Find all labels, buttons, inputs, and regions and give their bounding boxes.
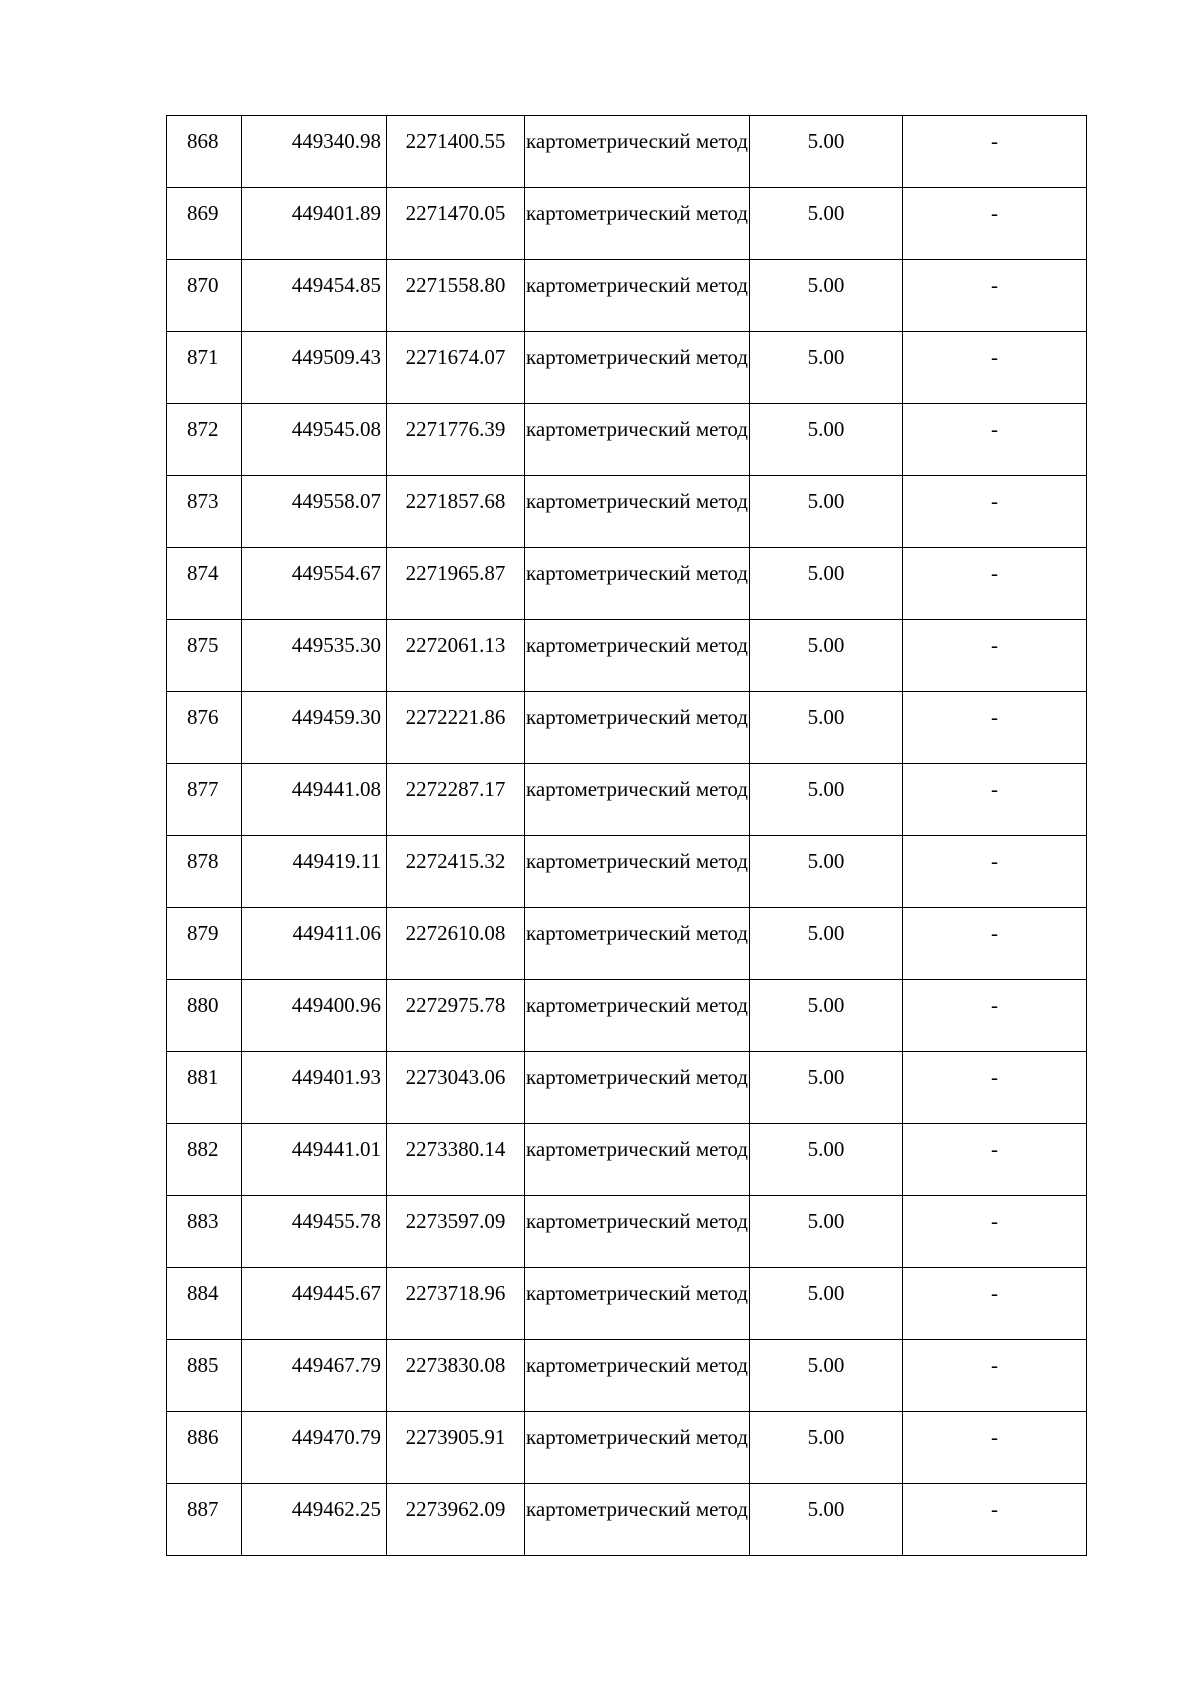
accuracy-cell: 5.00	[750, 476, 903, 548]
coordinates-table-body	[167, 116, 1087, 1556]
table-row	[167, 332, 1087, 404]
point-number-cell: 874	[167, 548, 242, 620]
x-coordinate-cell: 449411.06	[242, 908, 387, 980]
accuracy-cell: 5.00	[750, 1268, 903, 1340]
x-coordinate-cell: 449401.93	[242, 1052, 387, 1124]
point-number-cell: 878	[167, 836, 242, 908]
method-cell: картометрический метод	[525, 764, 750, 836]
accuracy-cell: 5.00	[750, 1340, 903, 1412]
table-row	[167, 1412, 1087, 1484]
y-coordinate-cell: 2271857.68	[387, 476, 525, 548]
point-number-cell: 869	[167, 188, 242, 260]
method-cell: картометрический метод	[525, 1268, 750, 1340]
method-cell: картометрический метод	[525, 260, 750, 332]
method-cell: картометрический метод	[525, 836, 750, 908]
table-row	[167, 620, 1087, 692]
point-number-cell: 873	[167, 476, 242, 548]
x-coordinate-cell: 449470.79	[242, 1412, 387, 1484]
method-cell: картометрический метод	[525, 1124, 750, 1196]
note-cell: -	[903, 764, 1087, 836]
note-cell: -	[903, 548, 1087, 620]
x-coordinate-cell: 449558.07	[242, 476, 387, 548]
accuracy-cell: 5.00	[750, 188, 903, 260]
y-coordinate-cell: 2273597.09	[387, 1196, 525, 1268]
method-cell: картометрический метод	[525, 692, 750, 764]
point-number-cell: 871	[167, 332, 242, 404]
method-cell: картометрический метод	[525, 476, 750, 548]
y-coordinate-cell: 2272610.08	[387, 908, 525, 980]
y-coordinate-cell: 2271965.87	[387, 548, 525, 620]
y-coordinate-cell: 2271400.55	[387, 116, 525, 188]
x-coordinate-cell: 449445.67	[242, 1268, 387, 1340]
note-cell: -	[903, 116, 1087, 188]
y-coordinate-cell: 2271776.39	[387, 404, 525, 476]
point-number-cell: 875	[167, 620, 242, 692]
point-number-cell: 872	[167, 404, 242, 476]
y-coordinate-cell: 2273380.14	[387, 1124, 525, 1196]
y-coordinate-cell: 2273962.09	[387, 1484, 525, 1556]
table-row	[167, 1052, 1087, 1124]
y-coordinate-cell: 2272975.78	[387, 980, 525, 1052]
accuracy-cell: 5.00	[750, 1412, 903, 1484]
point-number-cell: 877	[167, 764, 242, 836]
accuracy-cell: 5.00	[750, 764, 903, 836]
accuracy-cell: 5.00	[750, 332, 903, 404]
y-coordinate-cell: 2272061.13	[387, 620, 525, 692]
note-cell: -	[903, 836, 1087, 908]
note-cell: -	[903, 1052, 1087, 1124]
y-coordinate-cell: 2273830.08	[387, 1340, 525, 1412]
point-number-cell: 881	[167, 1052, 242, 1124]
x-coordinate-cell: 449462.25	[242, 1484, 387, 1556]
point-number-cell: 880	[167, 980, 242, 1052]
x-coordinate-cell: 449467.79	[242, 1340, 387, 1412]
note-cell: -	[903, 620, 1087, 692]
point-number-cell: 883	[167, 1196, 242, 1268]
x-coordinate-cell: 449455.78	[242, 1196, 387, 1268]
table-row	[167, 908, 1087, 980]
point-number-cell: 885	[167, 1340, 242, 1412]
point-number-cell: 886	[167, 1412, 242, 1484]
table-row	[167, 980, 1087, 1052]
accuracy-cell: 5.00	[750, 620, 903, 692]
coordinates-table	[166, 115, 1087, 1556]
point-number-cell: 887	[167, 1484, 242, 1556]
method-cell: картометрический метод	[525, 116, 750, 188]
y-coordinate-cell: 2272287.17	[387, 764, 525, 836]
accuracy-cell: 5.00	[750, 260, 903, 332]
y-coordinate-cell: 2273718.96	[387, 1268, 525, 1340]
method-cell: картометрический метод	[525, 1484, 750, 1556]
y-coordinate-cell: 2272221.86	[387, 692, 525, 764]
y-coordinate-cell: 2271558.80	[387, 260, 525, 332]
x-coordinate-cell: 449401.89	[242, 188, 387, 260]
point-number-cell: 882	[167, 1124, 242, 1196]
x-coordinate-cell: 449459.30	[242, 692, 387, 764]
note-cell: -	[903, 692, 1087, 764]
table-row	[167, 1268, 1087, 1340]
x-coordinate-cell: 449454.85	[242, 260, 387, 332]
x-coordinate-cell: 449509.43	[242, 332, 387, 404]
point-number-cell: 879	[167, 908, 242, 980]
note-cell: -	[903, 908, 1087, 980]
accuracy-cell: 5.00	[750, 836, 903, 908]
table-row	[167, 476, 1087, 548]
y-coordinate-cell: 2271470.05	[387, 188, 525, 260]
method-cell: картометрический метод	[525, 548, 750, 620]
x-coordinate-cell: 449340.98	[242, 116, 387, 188]
note-cell: -	[903, 1268, 1087, 1340]
table-row	[167, 188, 1087, 260]
y-coordinate-cell: 2273905.91	[387, 1412, 525, 1484]
table-row	[167, 1124, 1087, 1196]
accuracy-cell: 5.00	[750, 116, 903, 188]
table-row	[167, 116, 1087, 188]
table-row	[167, 836, 1087, 908]
y-coordinate-cell: 2273043.06	[387, 1052, 525, 1124]
note-cell: -	[903, 1412, 1087, 1484]
point-number-cell: 876	[167, 692, 242, 764]
note-cell: -	[903, 1124, 1087, 1196]
x-coordinate-cell: 449554.67	[242, 548, 387, 620]
method-cell: картометрический метод	[525, 1412, 750, 1484]
method-cell: картометрический метод	[525, 188, 750, 260]
accuracy-cell: 5.00	[750, 548, 903, 620]
note-cell: -	[903, 980, 1087, 1052]
x-coordinate-cell: 449400.96	[242, 980, 387, 1052]
table-row	[167, 548, 1087, 620]
x-coordinate-cell: 449441.01	[242, 1124, 387, 1196]
note-cell: -	[903, 404, 1087, 476]
table-row	[167, 764, 1087, 836]
x-coordinate-cell: 449535.30	[242, 620, 387, 692]
accuracy-cell: 5.00	[750, 1052, 903, 1124]
method-cell: картометрический метод	[525, 1052, 750, 1124]
table-row	[167, 1484, 1087, 1556]
y-coordinate-cell: 2271674.07	[387, 332, 525, 404]
x-coordinate-cell: 449441.08	[242, 764, 387, 836]
note-cell: -	[903, 1196, 1087, 1268]
note-cell: -	[903, 1484, 1087, 1556]
accuracy-cell: 5.00	[750, 1196, 903, 1268]
method-cell: картометрический метод	[525, 620, 750, 692]
x-coordinate-cell: 449545.08	[242, 404, 387, 476]
accuracy-cell: 5.00	[750, 404, 903, 476]
method-cell: картометрический метод	[525, 332, 750, 404]
point-number-cell: 868	[167, 116, 242, 188]
accuracy-cell: 5.00	[750, 980, 903, 1052]
accuracy-cell: 5.00	[750, 1484, 903, 1556]
accuracy-cell: 5.00	[750, 692, 903, 764]
point-number-cell: 870	[167, 260, 242, 332]
accuracy-cell: 5.00	[750, 1124, 903, 1196]
method-cell: картометрический метод	[525, 1196, 750, 1268]
table-row	[167, 1196, 1087, 1268]
note-cell: -	[903, 476, 1087, 548]
table-row	[167, 260, 1087, 332]
note-cell: -	[903, 1340, 1087, 1412]
note-cell: -	[903, 260, 1087, 332]
note-cell: -	[903, 332, 1087, 404]
y-coordinate-cell: 2272415.32	[387, 836, 525, 908]
note-cell: -	[903, 188, 1087, 260]
method-cell: картометрический метод	[525, 404, 750, 476]
table-row	[167, 1340, 1087, 1412]
method-cell: картометрический метод	[525, 980, 750, 1052]
method-cell: картометрический метод	[525, 1340, 750, 1412]
method-cell: картометрический метод	[525, 908, 750, 980]
table-row	[167, 404, 1087, 476]
point-number-cell: 884	[167, 1268, 242, 1340]
accuracy-cell: 5.00	[750, 908, 903, 980]
x-coordinate-cell: 449419.11	[242, 836, 387, 908]
table-row	[167, 692, 1087, 764]
